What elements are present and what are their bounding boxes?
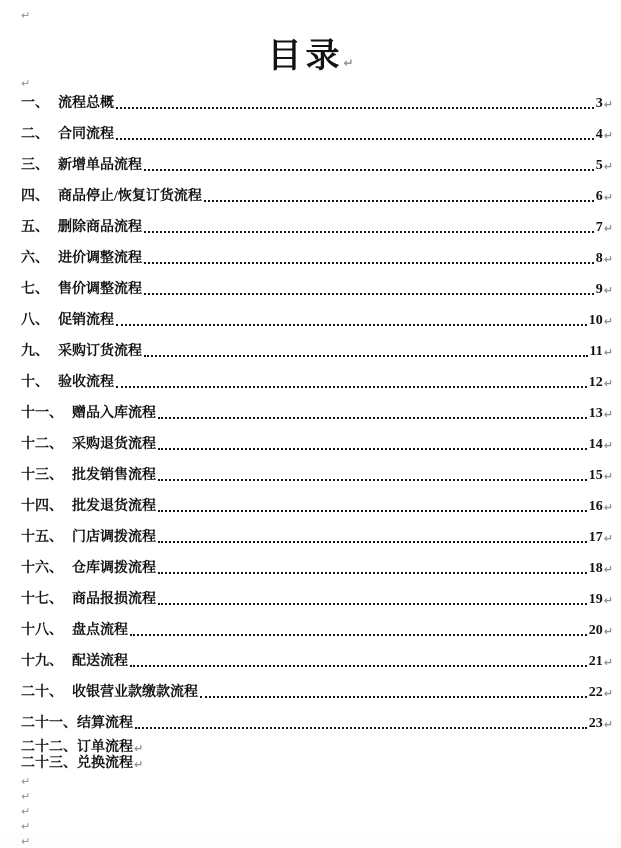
toc-entry-label: 流程总概: [58, 96, 114, 111]
toc-entry-page: 17: [588, 530, 603, 545]
paragraph-mark-icon: ↵: [21, 9, 31, 22]
paragraph-mark-icon: ↵: [603, 439, 613, 452]
toc-entry[interactable]: [21, 221, 613, 235]
toc-entry-page: 7: [595, 220, 603, 235]
toc-entry-page: 11: [589, 344, 603, 359]
trailing-paragraph-marks: [0, 773, 621, 848]
toc-entry[interactable]: [21, 741, 613, 755]
toc-entry-number: 五、: [21, 220, 49, 235]
toc-entry[interactable]: [21, 283, 613, 297]
toc-entry-label: 新增单品流程: [58, 158, 142, 173]
toc-entry-page: 13: [588, 406, 603, 421]
toc-entry[interactable]: [21, 686, 613, 700]
toc-entry-page: 21: [588, 654, 603, 669]
paragraph-mark-icon: ↵: [603, 532, 613, 545]
toc-entry-label: 采购退货流程: [72, 437, 156, 452]
title-line: [0, 38, 621, 76]
toc-entry[interactable]: [21, 159, 613, 173]
toc-list: [0, 97, 621, 771]
toc-entry-label: 合同流程: [58, 127, 114, 142]
toc-entry[interactable]: [21, 469, 613, 483]
paragraph-mark-icon: ↵: [603, 625, 613, 638]
toc-entry[interactable]: [21, 562, 613, 576]
paragraph-mark-icon: ↵: [603, 98, 613, 111]
toc-entry-number: 二、: [21, 127, 49, 142]
toc-entry-label: 售价调整流程: [58, 282, 142, 297]
paragraph-mark-icon: ↵: [603, 408, 613, 421]
toc-entry-number: 十二、: [21, 437, 63, 452]
toc-entry-page: 16: [588, 499, 603, 514]
paragraph-mark-icon: ↵: [603, 253, 613, 266]
toc-entry-page: 4: [595, 127, 603, 142]
empty-paragraph: [0, 788, 621, 803]
paragraph-mark-icon: ↵: [603, 346, 613, 359]
paragraph-mark-icon: ↵: [603, 129, 613, 142]
toc-entry-number: 二十一、: [21, 716, 77, 731]
toc-entry-number: 十九、: [21, 654, 63, 669]
toc-entry-page: 3: [595, 96, 603, 111]
toc-entry[interactable]: [21, 97, 613, 111]
toc-entry-number: 一、: [21, 96, 49, 111]
dot-leader: [158, 572, 587, 574]
paragraph-mark-icon: ↵: [134, 742, 144, 755]
toc-entry-number: 十四、: [21, 499, 63, 514]
toc-entry-label: 进价调整流程: [58, 251, 142, 266]
empty-paragraph: [0, 833, 621, 848]
paragraph-mark-icon: ↵: [21, 775, 31, 788]
dot-leader: [144, 231, 594, 233]
paragraph-mark-icon: ↵: [21, 835, 31, 848]
empty-paragraph: [0, 8, 621, 22]
paragraph-mark-icon: ↵: [603, 687, 613, 700]
toc-entry-label: 门店调拨流程: [72, 530, 156, 545]
toc-entry-number: 十五、: [21, 530, 63, 545]
toc-entry-page: 19: [588, 592, 603, 607]
toc-entry[interactable]: [21, 252, 613, 266]
paragraph-mark-icon: ↵: [21, 820, 31, 833]
empty-paragraph: [0, 818, 621, 833]
toc-entry-page: 20: [588, 623, 603, 638]
toc-entry-number: 二十二、: [21, 740, 77, 755]
dot-leader: [116, 107, 594, 109]
paragraph-mark-icon: ↵: [603, 284, 613, 297]
toc-entry-label: 促销流程: [58, 313, 114, 328]
dot-leader: [158, 479, 587, 481]
toc-entry-number: 十、: [21, 375, 49, 390]
paragraph-mark-icon: ↵: [603, 594, 613, 607]
toc-entry[interactable]: [21, 593, 613, 607]
paragraph-mark-icon: ↵: [603, 160, 613, 173]
paragraph-mark-icon: ↵: [603, 718, 613, 731]
dot-leader: [158, 603, 587, 605]
toc-entry-label: 结算流程: [77, 716, 133, 731]
dot-leader: [144, 169, 594, 171]
toc-entry-label: 仓库调拨流程: [72, 561, 156, 576]
dot-leader: [130, 665, 587, 667]
toc-entry-page: 9: [595, 282, 603, 297]
dot-leader: [204, 200, 594, 202]
paragraph-mark-icon: ↵: [603, 563, 613, 576]
dot-leader: [135, 727, 587, 729]
toc-entry-number: 十一、: [21, 406, 63, 421]
toc-entry-label: 采购订货流程: [58, 344, 142, 359]
toc-entry-page: 15: [588, 468, 603, 483]
toc-entry-label: 删除商品流程: [58, 220, 142, 235]
dot-leader: [158, 510, 587, 512]
toc-entry-number: 四、: [21, 189, 49, 204]
paragraph-mark-icon: ↵: [603, 222, 613, 235]
empty-paragraph: [0, 76, 621, 90]
dot-leader: [116, 386, 587, 388]
dot-leader: [144, 355, 588, 357]
paragraph-mark-icon: ↵: [21, 805, 31, 818]
paragraph-mark-icon: ↵: [603, 377, 613, 390]
toc-entry-label: 批发销售流程: [72, 468, 156, 483]
paragraph-mark-icon: ↵: [21, 790, 31, 803]
toc-entry[interactable]: [21, 376, 613, 390]
toc-entry-label: 商品停止/恢复订货流程: [58, 189, 202, 204]
paragraph-mark-icon: ↵: [603, 501, 613, 514]
toc-entry-page: 18: [588, 561, 603, 576]
toc-entry-number: 十三、: [21, 468, 63, 483]
toc-entry-number: 三、: [21, 158, 49, 173]
page-title: 目录: [267, 38, 344, 75]
toc-entry-number: 十八、: [21, 623, 63, 638]
toc-entry-label: 批发退货流程: [72, 499, 156, 514]
toc-entry-label: 兑换流程: [77, 756, 133, 771]
toc-entry[interactable]: [21, 128, 613, 142]
dot-leader: [116, 138, 594, 140]
toc-entry-label: 订单流程: [77, 740, 133, 755]
toc-entry[interactable]: [21, 438, 613, 452]
toc-entry-page: 14: [588, 437, 603, 452]
paragraph-mark-icon: ↵: [134, 758, 144, 771]
dot-leader: [144, 262, 594, 264]
toc-entry[interactable]: [21, 655, 613, 669]
toc-entry[interactable]: [21, 190, 613, 204]
toc-entry-label: 验收流程: [58, 375, 114, 390]
empty-paragraph: [0, 803, 621, 818]
toc-entry[interactable]: [21, 407, 613, 421]
paragraph-mark-icon: ↵: [603, 470, 613, 483]
paragraph-mark-icon: ↵: [21, 77, 31, 90]
toc-entry-page: 8: [595, 251, 603, 266]
dot-leader: [116, 324, 587, 326]
toc-entry-page: 10: [588, 313, 603, 328]
paragraph-mark-icon: ↵: [343, 56, 354, 70]
toc-entry-page: 5: [595, 158, 603, 173]
toc-entry-number: 七、: [21, 282, 49, 297]
empty-paragraph: [0, 773, 621, 788]
toc-entry[interactable]: [21, 531, 613, 545]
toc-entry-number: 二十、: [21, 685, 63, 700]
toc-entry-number: 二十三、: [21, 756, 77, 771]
toc-entry-label: 收银营业款缴款流程: [72, 685, 198, 700]
toc-entry-label: 赠品入库流程: [72, 406, 156, 421]
toc-entry-label: 商品报损流程: [72, 592, 156, 607]
toc-entry-number: 六、: [21, 251, 49, 266]
dot-leader: [158, 417, 587, 419]
toc-entry-number: 八、: [21, 313, 49, 328]
toc-entry[interactable]: [21, 757, 613, 771]
dot-leader: [200, 696, 587, 698]
toc-entry[interactable]: [21, 717, 613, 731]
toc-entry[interactable]: [21, 500, 613, 514]
dot-leader: [158, 541, 587, 543]
toc-entry-number: 十七、: [21, 592, 63, 607]
toc-entry[interactable]: [21, 345, 613, 359]
paragraph-mark-icon: ↵: [603, 315, 613, 328]
toc-entry-number: 九、: [21, 344, 49, 359]
dot-leader: [144, 293, 594, 295]
paragraph-mark-icon: ↵: [603, 191, 613, 204]
toc-entry[interactable]: [21, 314, 613, 328]
toc-entry-page: 23: [588, 716, 603, 731]
toc-entry-page: 12: [588, 375, 603, 390]
toc-entry-label: 盘点流程: [72, 623, 128, 638]
dot-leader: [130, 634, 587, 636]
toc-entry[interactable]: [21, 624, 613, 638]
toc-entry-page: 6: [595, 189, 603, 204]
dot-leader: [158, 448, 587, 450]
paragraph-mark-icon: ↵: [603, 656, 613, 669]
toc-entry-label: 配送流程: [72, 654, 128, 669]
toc-entry-page: 22: [588, 685, 603, 700]
toc-entry-number: 十六、: [21, 561, 63, 576]
